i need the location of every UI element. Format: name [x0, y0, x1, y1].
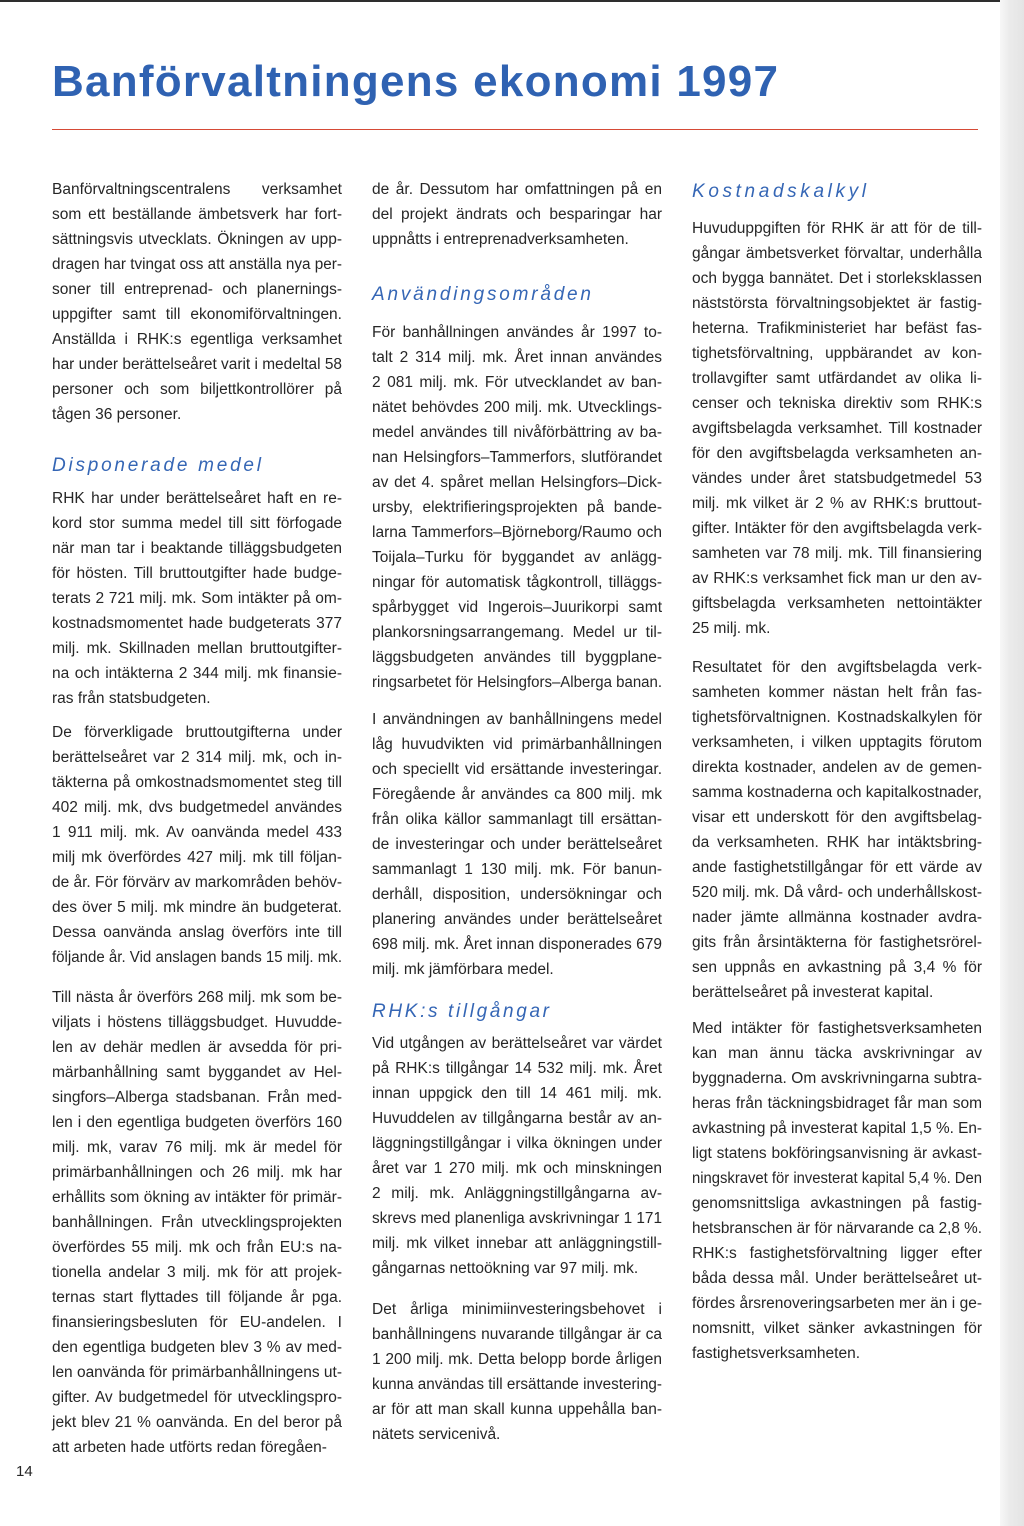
text-line: milj. mk vilket innebar att anläggningstill- [372, 1235, 662, 1252]
text-line: ningar för automatisk tågkontroll, tilläggs- [372, 574, 662, 591]
text-line: direkta kostnader, andelen av de gemen- [692, 759, 982, 776]
text-line: hetsbranschen är för närvarande ca 2,8 %. [692, 1220, 982, 1237]
text-line: sen uppnås en avkastning på 3,4 % för [692, 959, 982, 976]
text-line: sättningsvis utvecklats. Ökningen av upp- [52, 231, 342, 248]
text-line: följande år. Vid anslagen bands 15 milj. mk. [52, 949, 342, 966]
text-line: milj. mk vilket är 2 % av RHK:s bruttout- [692, 495, 982, 512]
text-line: terats 2 721 milj. mk. Som intäkter på om- [52, 590, 342, 607]
paragraph-continuation [372, 177, 662, 252]
text-line: låg huvudvikten vid primärbanhållningen [372, 736, 662, 753]
text-line: len av dehär medlen är avsedda för pri- [52, 1039, 342, 1056]
section-heading-kostnadskalkyl [692, 176, 982, 206]
paragraph [372, 707, 662, 982]
column-3 [692, 0, 982, 1526]
text-line: Det årliga minimiinvesteringsbehovet i [372, 1301, 662, 1318]
paragraph-intro [52, 177, 342, 427]
text-line: märbanhållning samt byggandet av Hel- [52, 1064, 342, 1081]
text-line: Toijala–Turku för byggandet av anlägg- [372, 549, 662, 566]
text-line: täkterna på omkostnadsmomentet steg till [52, 774, 342, 791]
text-line: finansieringsbesluten för EU-andelen. I [52, 1314, 342, 1331]
text-line: för hösten. Till bruttoutgifter hade budge- [52, 565, 342, 582]
paragraph [52, 720, 342, 970]
text-line: Huvuddelen av tillgångarna består av an- [372, 1110, 662, 1127]
text-line: avkastning på investerat kapital 1,5 %. En- [692, 1120, 982, 1137]
text-line: För banhållningen användes år 1997 to- [372, 324, 662, 341]
text-line: personer och som biljettkontrollörer på [52, 381, 342, 398]
text-line: Med intäkter för fastighetsverksamheten [692, 1020, 982, 1037]
text-line: genomsnittsliga avkastningen på fastig- [692, 1195, 982, 1212]
text-line: gifter. Intäkter för den avgiftsbelagda verk- [692, 520, 982, 537]
text-line: sammanlagt 1 130 milj. mk. För banun- [372, 861, 662, 878]
text-line: banhållningens nuvarande tillgångar är ca [372, 1326, 662, 1343]
text-line: berättelseåret på investerat kapital. [692, 984, 934, 1001]
text-line: nomsnitt, vilket sänker avkastningen för [692, 1320, 982, 1337]
text-line: erhållits som ökning av intäkter för primär- [52, 1189, 342, 1206]
paragraph [372, 1297, 662, 1447]
text-line: heterna. Trafikministeriet har befäst fas- [692, 320, 982, 337]
text-line: kord stor summa medel till sitt förfogade [52, 515, 342, 532]
text-line: och bygga bannätet. Det i storleksklassen [692, 270, 982, 287]
text-line: 25 milj. mk. [692, 620, 771, 637]
paragraph [692, 655, 982, 1005]
text-line: milj. mk, varav 76 milj. mk är medel för [52, 1139, 342, 1156]
text-line: gångarnas nettoökning var 97 milj. mk. [372, 1260, 639, 1277]
text-line: ningskravet för investerat kapital 5,4 %. Den [692, 1170, 982, 1187]
text-line: derhåll, disposition, undersökningar och [372, 886, 662, 903]
text-line: trollavgifter samt utfärdandet av olika li- [692, 370, 982, 387]
text-line: singfors–Alberga stadsbanan. Från med- [52, 1089, 342, 1106]
text-line: del projekt ändrats och besparingar har [372, 206, 662, 223]
text-line: samma kostnaderna och kapitalkostnader, [692, 784, 982, 801]
text-line: läggsbudgeten användes till byggplane- [372, 649, 662, 666]
text-line: av RHK:s verksamhet fick man ur den av- [692, 570, 982, 587]
text-line: larna Tammerfors–Björneborg/Raumo och [372, 524, 662, 541]
text-line: byggnaderna. Om avskrivningarna subtra- [692, 1070, 982, 1087]
paragraph [372, 1031, 662, 1281]
text-line: samheten var 78 milj. mk. Till finansiering [692, 545, 982, 562]
text-line: nätet behövdes 200 milj. mk. Utvecklings- [372, 399, 662, 416]
text-line: när man tar i beaktande tilläggsbudgeten [52, 540, 342, 557]
text-line: 402 milj. mk, dvs budgetmedel användes [52, 799, 342, 816]
text-line: skrevs med planenliga avskrivningar 1 171 [372, 1210, 662, 1227]
text-line: tighetsförvaltnignen. Kostnadskalkylen för [692, 709, 982, 726]
text-line: av det 4. spåret mellan Helsingfors–Dick- [372, 474, 662, 491]
text-line: Huvuduppgiften för RHK är att för de till- [692, 220, 982, 237]
text-line: överfördes 55 milj. mk och från EU:s na- [52, 1239, 342, 1256]
text-line: tionella andelar 3 milj. mk för att projek- [52, 1264, 342, 1281]
text-line: båda dessa mål. Under berättelseåret ut- [692, 1270, 982, 1287]
text-line: I användningen av banhållningens medel [372, 711, 662, 728]
text-line: Banförvaltningscentralens verksamhet [52, 181, 342, 198]
text-line: de år. Dessutom har omfattningen på en [372, 181, 662, 198]
text-line: 2 milj. mk. Anläggningstillgångarna av- [372, 1185, 662, 1202]
text-line: primärbanhållningen och 26 milj. mk har [52, 1164, 342, 1181]
text-line: ringsarbetet för Helsingfors–Alberga banan. [372, 674, 662, 691]
text-line: des över 5 milj. mk mindre än budgeterat. [52, 899, 342, 916]
text-line: läggningstillgångar i vilka ökningen under [372, 1135, 662, 1152]
text-line: fastighetsverksamheten. [692, 1345, 861, 1362]
section-heading-text: Disponerade medel [52, 455, 261, 476]
text-line: har under berättelseåret varit i medeltal 58 [52, 356, 342, 373]
section-heading-anvandingsomraden [372, 279, 662, 309]
text-line: Till nästa år överförs 268 milj. mk som be- [52, 989, 342, 1006]
text-line: 2 081 milj. mk. För utvecklandet av ban- [372, 374, 662, 391]
section-heading-text: Kostnadskalkyl [692, 181, 866, 202]
text-line: gifter. Av budgetmedel för utvecklingspro- [52, 1389, 342, 1406]
text-line: Anställda i RHK:s egentliga verksamhet [52, 331, 342, 348]
paragraph [692, 216, 982, 641]
text-line: avgiftsbelagda verksamhet. Till kostnader [692, 420, 982, 437]
text-line: medel användes till nivåförbättring av ba- [372, 424, 662, 441]
scan-edge-strip [1000, 0, 1024, 1526]
section-heading-rhks-tillgangar [372, 996, 662, 1026]
text-line: gångar ämbetsverket förvaltar, underhålla [692, 245, 982, 262]
text-line: tågen 36 personer. [52, 406, 182, 423]
text-line: da verksamheten. RHK har intäktsbring- [692, 834, 982, 851]
text-line: Föregående år användes ca 800 milj. mk [372, 786, 662, 803]
text-line: dragen har tvingat oss att anställa nya per- [52, 256, 342, 273]
text-line: nader jämte allmänna kostnader avdra- [692, 909, 982, 926]
text-line: ande fastighetstillgångar för ett värde av [692, 859, 982, 876]
text-line: de investeringar och under berättelseåret [372, 836, 662, 853]
text-line: viljats i höstens tilläggsbudget. Huvudde- [52, 1014, 342, 1031]
page-title-text: Banförvaltningens ekonomi 1997 [52, 57, 778, 106]
text-line: len i den egentliga budgeten överförs 160 [52, 1114, 342, 1131]
text-line: den egentliga budgeten blev 3 % av med- [52, 1339, 342, 1356]
text-line: berättelseåret var 2 314 milj. mk, och in- [52, 749, 342, 766]
text-line: ar för att man skall kunna uppehålla ban- [372, 1401, 662, 1418]
text-line: näststörsta förvaltningsobjektet är fastig- [692, 295, 982, 312]
text-line: året var 1 270 milj. mk och minskningen [372, 1160, 662, 1177]
text-line: RHK:s fastighetsförvaltning ligger efter [692, 1245, 982, 1262]
text-line: visar ett underskott för den avgiftsbelag- [692, 809, 982, 826]
section-heading-text: RHK:s tillgångar [372, 1001, 549, 1022]
text-line: att arbeten hade utförts redan föregåen- [52, 1439, 327, 1456]
text-line: kunna användas till ersättande investering- [372, 1376, 662, 1393]
paragraph [52, 985, 342, 1460]
text-line: 1 200 milj. mk. Detta belopp borde årligen [372, 1351, 662, 1368]
text-line: plankorsningsarrangemang. Medel ur til- [372, 624, 662, 641]
paragraph [52, 486, 342, 711]
text-line: 698 milj. mk. Året innan disponerades 679 [372, 936, 662, 953]
text-line: soner till entreprenad- och planernings- [52, 281, 342, 298]
paragraph [372, 320, 662, 695]
text-line: gits från årsintäkterna för fastighetsrörel- [692, 934, 982, 951]
text-line: nan Helsingfors–Tammerfors, slutförandet [372, 449, 662, 466]
section-heading-disponerade-medel [52, 450, 342, 480]
text-line: för den avgiftsbelagda verksamheten an- [692, 445, 982, 462]
text-line: na och intäkterna 2 344 milj. mk finansie- [52, 665, 342, 682]
text-line: Resultatet för den avgiftsbelagda verk- [692, 659, 982, 676]
text-line: jekt blev 21 % oanvända. En del beror på [52, 1414, 342, 1431]
text-line: Dessa oanvända anslag överförs inte till [52, 924, 342, 941]
text-line: från olika källor sammanlagt till ersättan- [372, 811, 662, 828]
text-line: som ett beställande ämbetsverk har fort- [52, 206, 342, 223]
text-line: RHK har under berättelseåret haft en re- [52, 490, 342, 507]
section-heading-text: Användingsområden [372, 284, 591, 305]
text-line: vändes under året statsbudgetmedel 53 [692, 470, 982, 487]
text-line: De förverkligade bruttoutgifterna under [52, 724, 342, 741]
text-line: ras från statsbudgeten. [52, 690, 211, 707]
text-line: len oanvända för primärbanhållningens ut- [52, 1364, 342, 1381]
text-line: verksamheten, i vilken upptagits förutom [692, 734, 982, 751]
text-line: fördes årsrenoveringsarbeten mer än i ge- [692, 1295, 982, 1312]
text-line: censer och tekniska direktiv som RHK:s [692, 395, 982, 412]
text-line: uppnåtts i entreprenadverksamheten. [372, 231, 629, 248]
column-1 [52, 0, 342, 1526]
text-line: 520 milj. mk. Då vård- och underhållskost- [692, 884, 982, 901]
text-line: talt 2 314 milj. mk. Året innan användes [372, 349, 662, 366]
text-line: ursby, elektrifieringsprojekten på bande- [372, 499, 662, 516]
text-line: och speciellt vid ersättande investeringar. [372, 761, 662, 778]
text-line: ternas start flyttades till följande år pga. [52, 1289, 342, 1306]
text-line: de år. För förvärv av markområden behöv- [52, 874, 342, 891]
text-line: uppgifter samt till ekonomiförvaltningen. [52, 306, 342, 323]
text-line: milj. mk jämförbara medel. [372, 961, 554, 978]
text-line: innan uppgick den till 14 461 milj. mk. [372, 1085, 662, 1102]
page-number: 14 [16, 1463, 33, 1480]
text-line: tighetsförvaltning, uppbärandet av kon- [692, 345, 982, 362]
text-line: samheten kommer nästan helt från fas- [692, 684, 982, 701]
text-line: Vid utgången av berättelseåret var värdet [372, 1035, 662, 1052]
text-line: kan man ännu täcka avskrivningar av [692, 1045, 982, 1062]
text-line: nätets servicenivå. [372, 1426, 501, 1443]
text-line: heras från täckningsbidraget får man som [692, 1095, 982, 1112]
text-line: kostnadsmomentet hade budgeterats 377 [52, 615, 342, 632]
paragraph [692, 1016, 982, 1366]
text-line: milj. mk. Skillnaden mellan bruttoutgifter- [52, 640, 342, 657]
text-line: banhållningen. Från utvecklingsprojekten [52, 1214, 342, 1231]
text-line: ligt statens bokföringsanvisning är avkast- [692, 1145, 982, 1162]
text-line: planering användes under berättelseåret [372, 911, 662, 928]
text-line: 1 911 milj. mk. Av oanvända medel 433 [52, 824, 342, 841]
text-line: spårbygget vid Ingerois–Juurikorpi samt [372, 599, 662, 616]
column-2 [372, 0, 662, 1526]
text-line: på RHK:s tillgångar 14 532 milj. mk. Året [372, 1060, 662, 1077]
text-line: milj mk överfördes 427 milj. mk till följan- [52, 849, 342, 866]
text-line: giftsbelagda verksamheten nettointäkter [692, 595, 982, 612]
